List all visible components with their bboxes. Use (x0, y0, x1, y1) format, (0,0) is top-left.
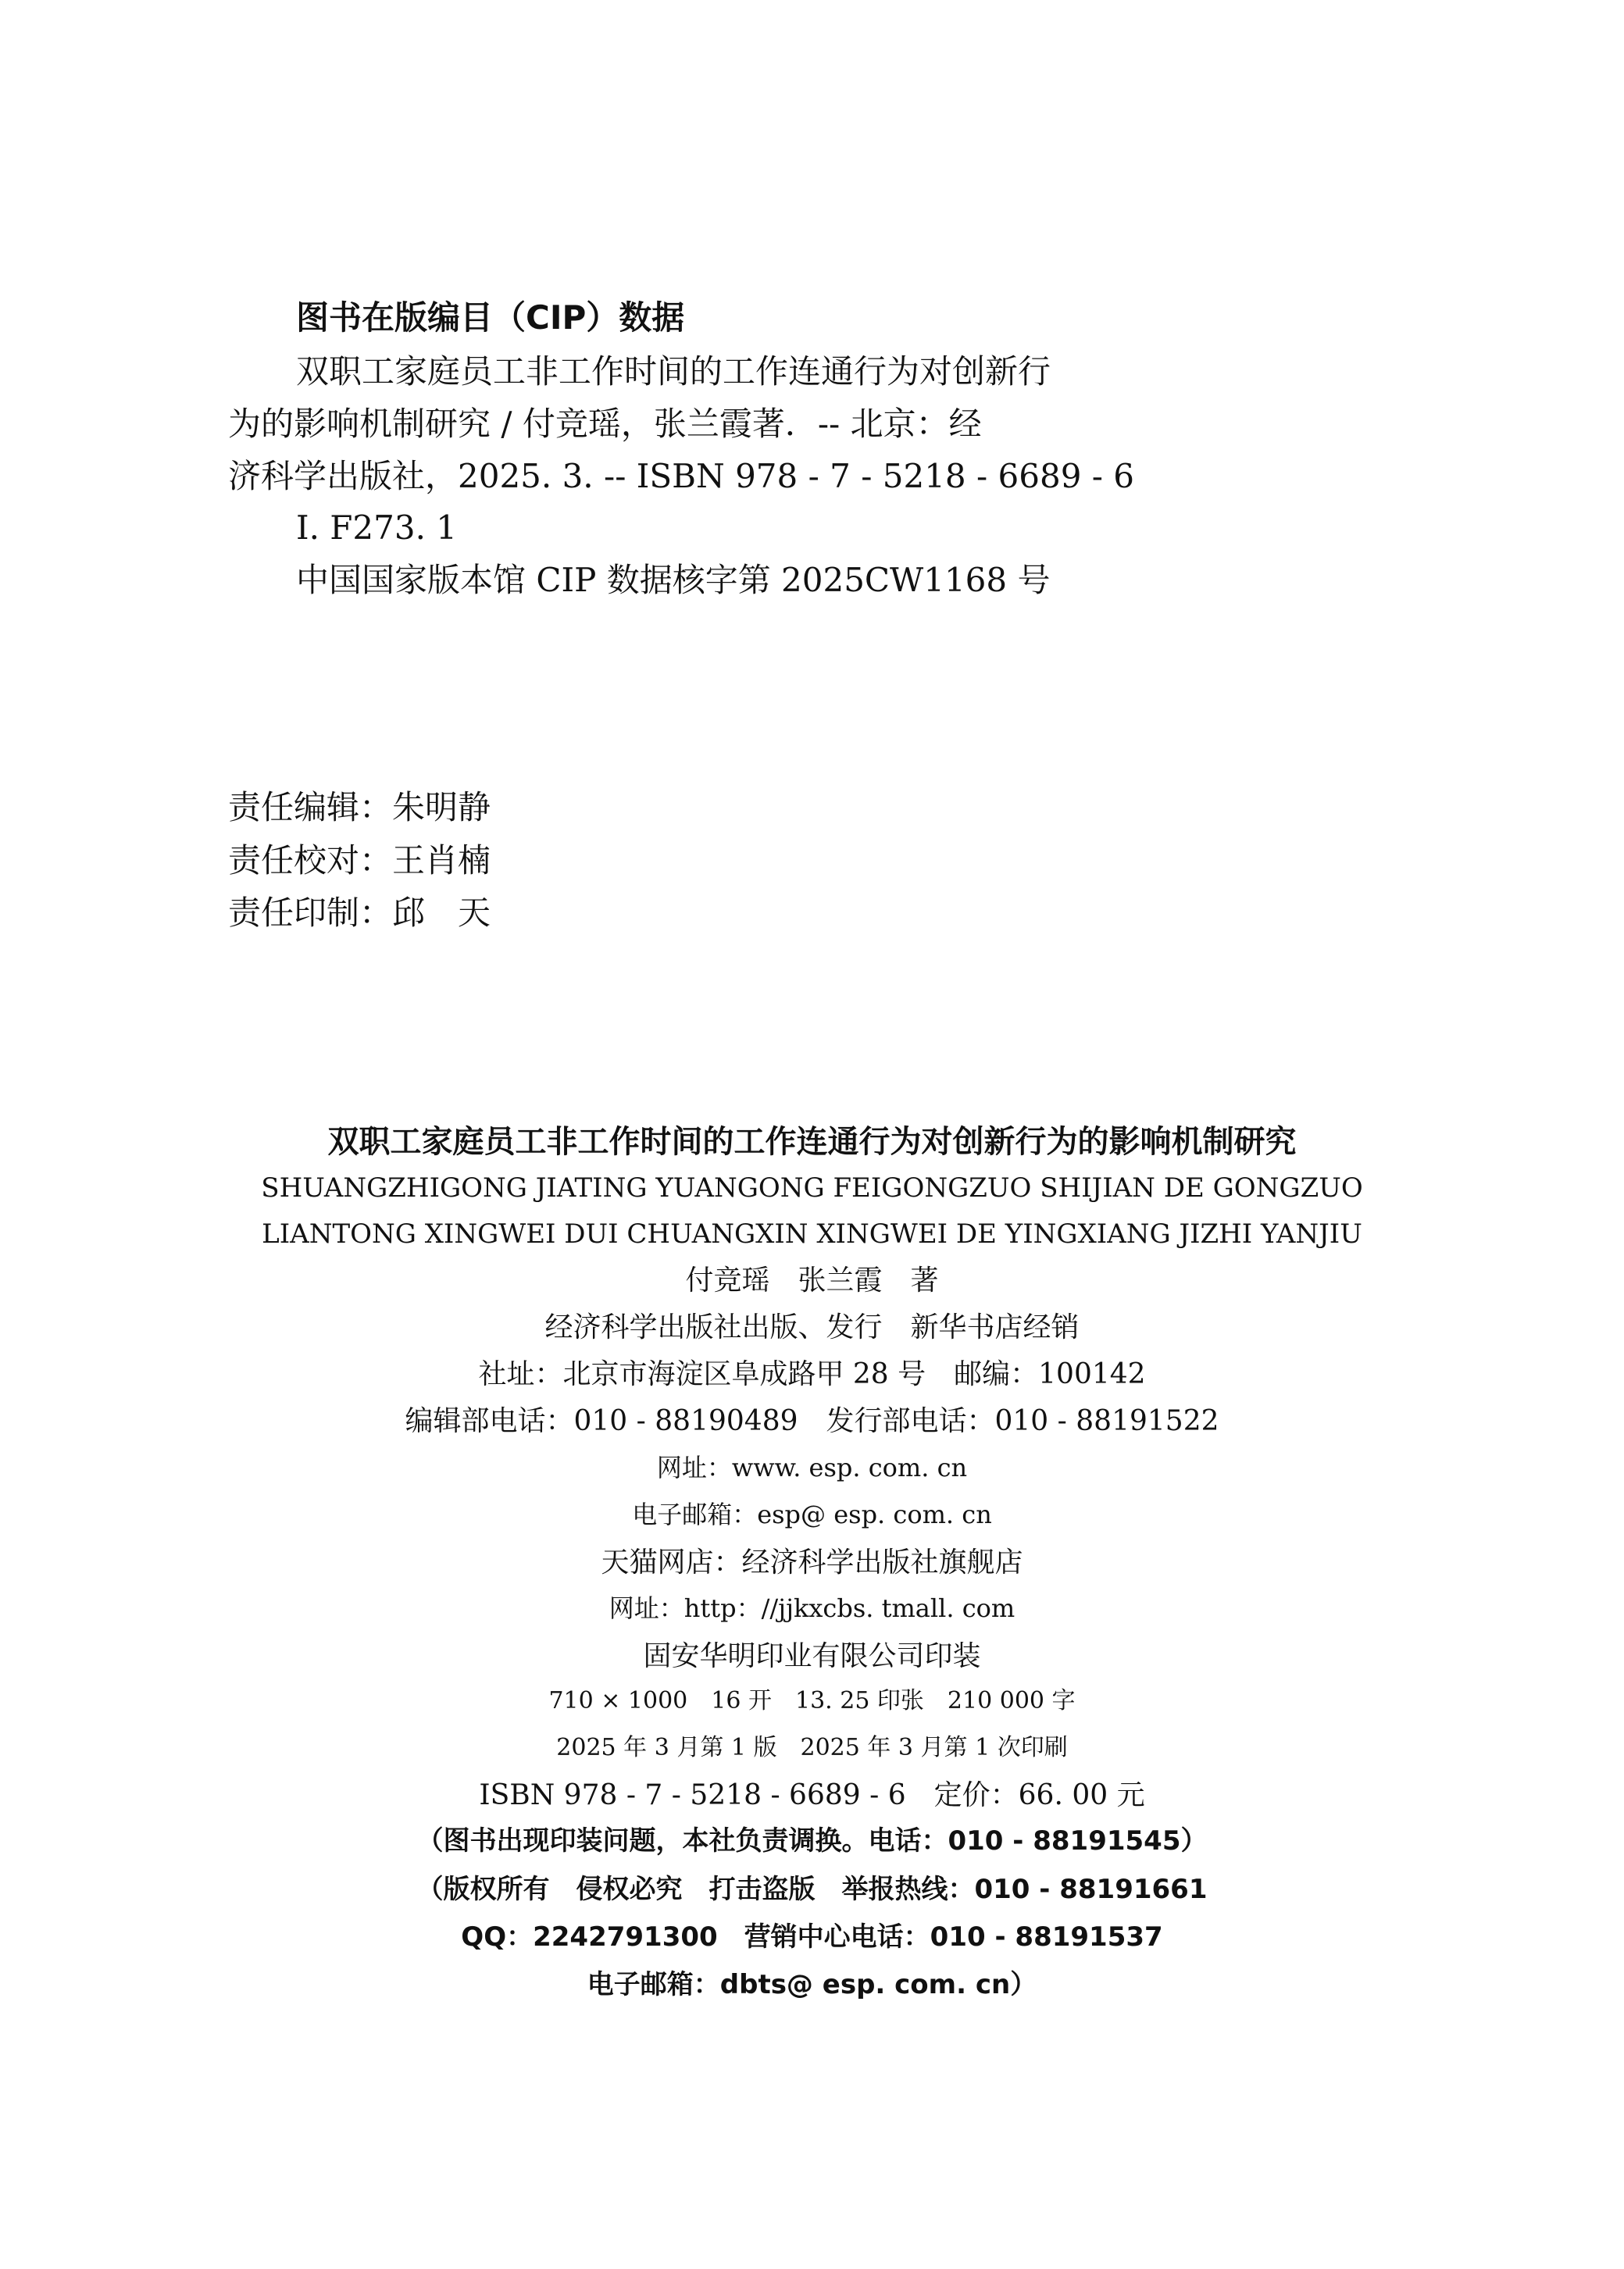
cip-line: 济科学出版社，2025. 3. -- ISBN 978 - 7 - 5218 - 6689 - 6 (228, 457, 1135, 495)
responsible-proofreader: 责任校对：王肖楠 (228, 841, 491, 879)
tmall-url: 网址：http：//jjkxcbs. tmall. com (609, 1593, 1015, 1623)
notice-line: 电子邮箱：dbts@ esp. com. cn） (587, 1969, 1037, 2000)
publisher-line: 经济科学出版社出版、发行 新华书店经销 (544, 1311, 1080, 1343)
responsible-printing: 责任印制：邱 天 (228, 894, 491, 932)
pinyin-title-line: SHUANGZHIGONG JIATING YUANGONG FEIGONGZUO SHIJIAN DE GONGZUO (261, 1172, 1363, 1204)
cip-heading: 图书在版编目（CIP）数据 (296, 298, 685, 337)
isbn-price: ISBN 978 - 7 - 5218 - 6689 - 6 定价：66. 00 元 (479, 1779, 1145, 1811)
notice-line: （版权所有 侵权必究 打击盗版 举报热线：010 - 88191661 (416, 1874, 1208, 1905)
publisher-phones: 编辑部电话：010 - 88190489 发行部电话：010 - 88191522 (405, 1405, 1219, 1437)
printer: 固安华明印业有限公司印装 (643, 1640, 981, 1672)
publisher-website: 网址：www. esp. com. cn (656, 1453, 968, 1482)
responsible-editor: 责任编辑：朱明静 (228, 788, 491, 826)
publisher-address: 社址：北京市海淀区阜成路甲 28 号 邮编：100142 (478, 1358, 1146, 1390)
publisher-email: 电子邮箱：esp@ esp. com. cn (632, 1500, 992, 1529)
pinyin-title-line: LIANTONG XINGWEI DUI CHUANGXIN XINGWEI DE YINGXIANG JIZHI YANJIU (262, 1218, 1362, 1250)
cip-record-number: 中国国家版本馆 CIP 数据核字第 2025CW1168 号 (296, 561, 1051, 599)
tmall-store: 天猫网店：经济科学出版社旗舰店 (601, 1547, 1023, 1579)
cip-line: 双职工家庭员工非工作时间的工作连通行为对创新行 (296, 352, 1051, 391)
notice-line: QQ：2242791300 营销中心电话：010 - 88191537 (461, 1921, 1163, 1953)
book-format: 710 × 1000 16 开 13. 25 印张 210 000 字 (548, 1687, 1076, 1714)
cip-line: 为的影响机制研究 / 付竞瑶，张兰霞著．-- 北京：经 (228, 405, 982, 443)
notice-line: （图书出现印装问题，本社负责调换。电话：010 - 88191545） (416, 1825, 1208, 1857)
cip-classification: Ⅰ. F273. 1 (296, 508, 458, 547)
edition-info: 2025 年 3 月第 1 版 2025 年 3 月第 1 次印刷 (556, 1734, 1068, 1761)
book-title: 双职工家庭员工非工作时间的工作连通行为对创新行为的影响机制研究 (327, 1124, 1297, 1160)
authors: 付竞瑶 张兰霞 著 (685, 1265, 939, 1297)
